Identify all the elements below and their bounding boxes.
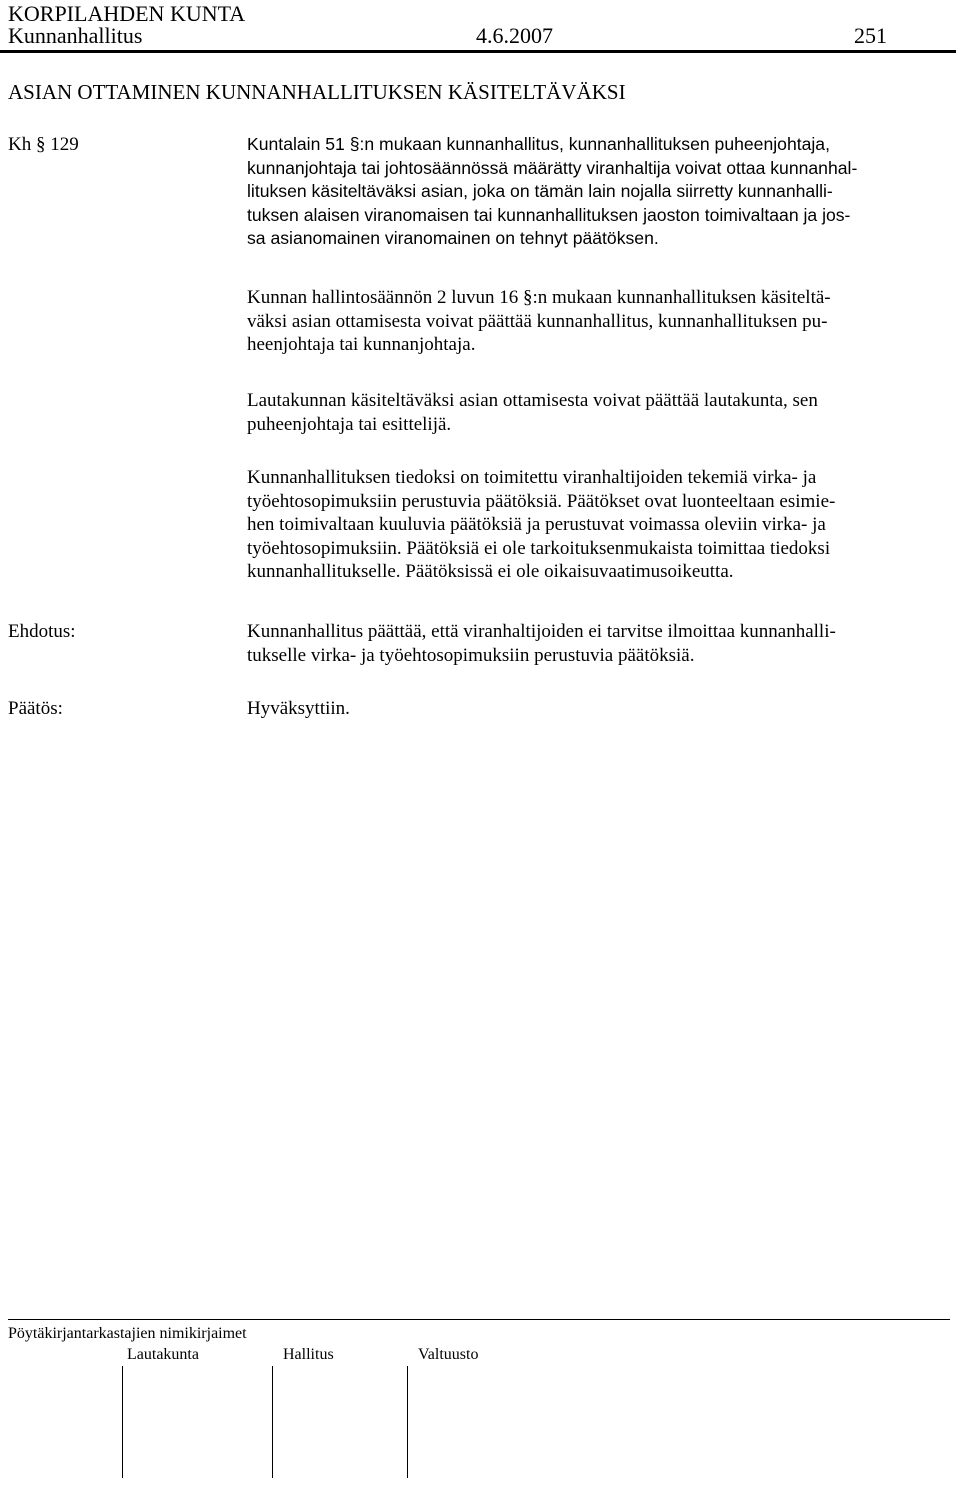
paragraph-line: sa asianomainen viranomainen on tehnyt päätöksen.	[247, 228, 659, 248]
meeting-date: 4.6.2007	[476, 23, 553, 48]
proposal-text	[247, 620, 947, 667]
document-title: ASIAN OTTAMINEN KUNNANHALLITUKSEN KÄSITELTÄVÄKSI	[8, 80, 626, 104]
signature-divider	[272, 1366, 273, 1478]
proposal-label: Ehdotus:	[8, 621, 76, 642]
signature-divider	[122, 1366, 123, 1478]
paragraph-line: Kunnanhallituksen tiedoksi on toimitettu viranhaltijoiden tekemiä virka- ja	[247, 467, 817, 488]
paragraph-line: väksi asian ottamisesta voivat päättää kunnanhallitus, kunnanhallituksen pu-	[247, 310, 828, 332]
footer-column-hallitus: Hallitus	[283, 1346, 334, 1363]
page-number: 251	[854, 23, 887, 48]
header-rule	[0, 50, 956, 53]
paragraph-3	[247, 389, 947, 436]
footer-title: Pöytäkirjantarkastajien nimikirjaimet	[8, 1325, 247, 1342]
paragraph-4	[247, 466, 947, 584]
paragraph-line: kunnanhallitukselle. Päätöksissä ei ole oikaisuvaatimusoikeutta.	[247, 561, 734, 582]
section-label: Kh § 129	[8, 134, 79, 155]
paragraph-line: työehtosopimuksiin. Päätöksiä ei ole tarkoituksenmukaista toimittaa tiedoksi	[247, 537, 831, 559]
paragraph-line: Kuntalain 51 §:n mukaan kunnanhallitus, kunnanhallituksen puheenjohtaja,	[247, 134, 830, 154]
proposal-line: tukselle virka- ja työehtosopimuksiin perustuvia päätöksiä.	[247, 644, 695, 666]
body-name: Kunnanhallitus	[8, 23, 143, 48]
paragraph-line: lituksen käsiteltäväksi asian, joka on tämän lain nojalla siirretty kunnanhalli-	[247, 181, 833, 201]
paragraph-line: heenjohtaja tai kunnanjohtaja.	[247, 334, 476, 355]
paragraph-line: tuksen alaisen viranomaisen tai kunnanhallituksen jaoston toimivaltaan ja jos-	[247, 204, 851, 225]
paragraph-line: hen toimivaltaan kuuluvia päätöksiä ja perustuvat voimassa oleviin virka- ja	[247, 514, 826, 535]
paragraph-2	[247, 286, 947, 357]
decision-text	[247, 697, 947, 721]
decision-label: Päätös:	[8, 698, 63, 719]
paragraph-line: työehtosopimuksiin perustuvia päätöksiä. Päätökset ovat luonteeltaan esimie-	[247, 490, 836, 512]
decision-line: Hyväksyttiin.	[247, 698, 350, 719]
organization-name: KORPILAHDEN KUNTA	[8, 1, 246, 26]
footer-column-lautakunta: Lautakunta	[127, 1346, 199, 1363]
paragraph-line: Kunnan hallintosäännön 2 luvun 16 §:n mukaan kunnanhallituksen käsiteltä-	[247, 287, 831, 308]
paragraph-line: kunnanjohtaja tai johtosäännössä määrätty viranhaltija voivat ottaa kunnanhal-	[247, 157, 858, 178]
paragraph-line: puheenjohtaja tai esittelijä.	[247, 413, 452, 435]
signature-divider	[407, 1366, 408, 1478]
proposal-line: Kunnanhallitus päättää, että viranhaltijoiden ei tarvitse ilmoittaa kunnanhalli-	[247, 621, 836, 642]
paragraph-1	[247, 133, 947, 251]
footer-column-valtuusto: Valtuusto	[418, 1346, 479, 1363]
footer-rule	[8, 1319, 950, 1320]
paragraph-line: Lautakunnan käsiteltäväksi asian ottamisesta voivat päättää lautakunta, sen	[247, 390, 818, 411]
